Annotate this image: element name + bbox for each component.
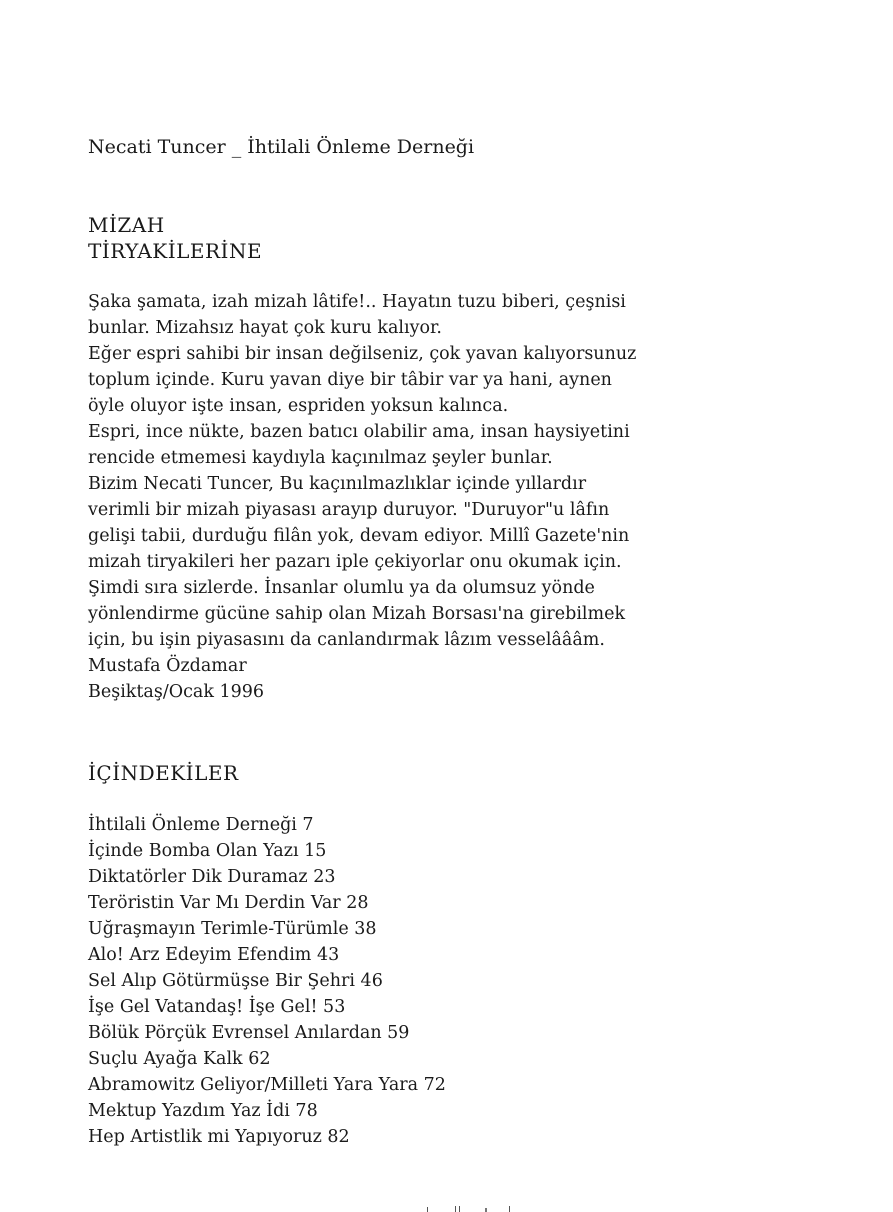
- toc-item-link[interactable]: İşe Gel Vatandaş! İşe Gel! 53: [88, 997, 346, 1017]
- dedication-line: Eğer espri sahibi bir insan değilseniz, çok yavan kalıyorsunuz: [88, 344, 637, 364]
- dedication-body: [88, 289, 636, 705]
- toc-item[interactable]: [88, 1072, 446, 1098]
- toc-item-link[interactable]: Alo! Arz Edeyim Efendim 43: [88, 945, 340, 965]
- toc-item-link[interactable]: Suçlu Ayağa Kalk 62: [88, 1049, 271, 1069]
- toc-title: İÇİNDEKİLER: [88, 761, 239, 785]
- toc-item-link[interactable]: Uğraşmayın Terimle-Türümle 38: [88, 919, 377, 939]
- toc-item-link[interactable]: Hep Artistlik mi Yapıyoruz 82: [88, 1127, 350, 1147]
- toc-item[interactable]: [88, 942, 446, 968]
- dedication-line: bunlar. Mizahsız hayat çok kuru kalıyor.: [88, 318, 442, 338]
- toc-item-link[interactable]: Bölük Pörçük Evrensel Anılardan 59: [88, 1023, 410, 1043]
- toc-item-link[interactable]: Abramowitz Geliyor/Milleti Yara Yara 72: [88, 1075, 446, 1095]
- toc-item[interactable]: [88, 864, 446, 890]
- dedication-line: öyle oluyor işte insan, espriden yoksun kalınca.: [88, 396, 509, 416]
- toc-item[interactable]: [88, 1046, 446, 1072]
- dedication-line: yönlendirme gücüne sahip olan Mizah Borsası'na girebilmek: [88, 604, 626, 624]
- toc-item[interactable]: [88, 968, 446, 994]
- dedication-line: toplum içinde. Kuru yavan diye bir tâbir var ya hani, aynen: [88, 370, 612, 390]
- toc-list: [88, 812, 446, 1150]
- toc-item-link[interactable]: Diktatörler Dik Duramaz 23: [88, 867, 336, 887]
- dedication-signature: Mustafa Özdamar: [88, 656, 247, 676]
- toc-item[interactable]: [88, 838, 446, 864]
- running-header: Necati Tuncer _ İhtilali Önleme Derneği: [88, 136, 475, 158]
- dedication-line: için, bu işin piyasasını da canlandırmak lâzım vesselâââm.: [88, 630, 605, 650]
- dedication-place-date: Beşiktaş/Ocak 1996: [88, 682, 265, 702]
- toc-item-link[interactable]: İçinde Bomba Olan Yazı 15: [88, 841, 327, 861]
- toc-item-link[interactable]: Mektup Yazdım Yaz İdi 78: [88, 1101, 318, 1121]
- toc-item[interactable]: [88, 812, 446, 838]
- dedication-line: Şimdi sıra sizlerde. İnsanlar olumlu ya da olumsuz yönde: [88, 578, 595, 598]
- dedication-title: [88, 212, 262, 264]
- toc-item-link[interactable]: İhtilali Önleme Derneği 7: [88, 815, 314, 835]
- dedication-line: mizah tiryakileri her pazarı iple çekiyorlar onu okumak için.: [88, 552, 622, 572]
- toc-item-link[interactable]: Sel Alıp Götürmüşse Bir Şehri 46: [88, 971, 383, 991]
- toc-item[interactable]: [88, 1020, 446, 1046]
- toc-item[interactable]: [88, 1124, 446, 1150]
- dedication-line: gelişi tabii, durduğu filân yok, devam ediyor. Millî Gazete'nin: [88, 526, 630, 546]
- toc-item[interactable]: [88, 994, 446, 1020]
- page-footer-fragment: [425, 1206, 515, 1212]
- dedication-title-line-2: TİRYAKİLERİNE: [88, 239, 263, 263]
- toc-item[interactable]: [88, 1098, 446, 1124]
- dedication-line: Şaka şamata, izah mizah lâtife!.. Hayatın tuzu biberi, çeşnisi: [88, 292, 626, 312]
- dedication-title-line-1: MİZAH: [88, 213, 165, 237]
- dedication-line: Espri, ince nükte, bazen batıcı olabilir ama, insan haysiyetini: [88, 422, 630, 442]
- dedication-line: rencide etmemesi kaydıyla kaçınılmaz şeyler bunlar.: [88, 448, 553, 468]
- toc-item[interactable]: [88, 916, 446, 942]
- dedication-line: verimli bir mizah piyasası arayıp duruyor. "Duruyor"u lâfın: [88, 500, 610, 520]
- toc-item-link[interactable]: Teröristin Var Mı Derdin Var 28: [88, 893, 369, 913]
- cropped-footer-marks: [425, 1206, 515, 1212]
- toc-item[interactable]: [88, 890, 446, 916]
- dedication-line: Bizim Necati Tuncer, Bu kaçınılmazlıklar içinde yıllardır: [88, 474, 587, 494]
